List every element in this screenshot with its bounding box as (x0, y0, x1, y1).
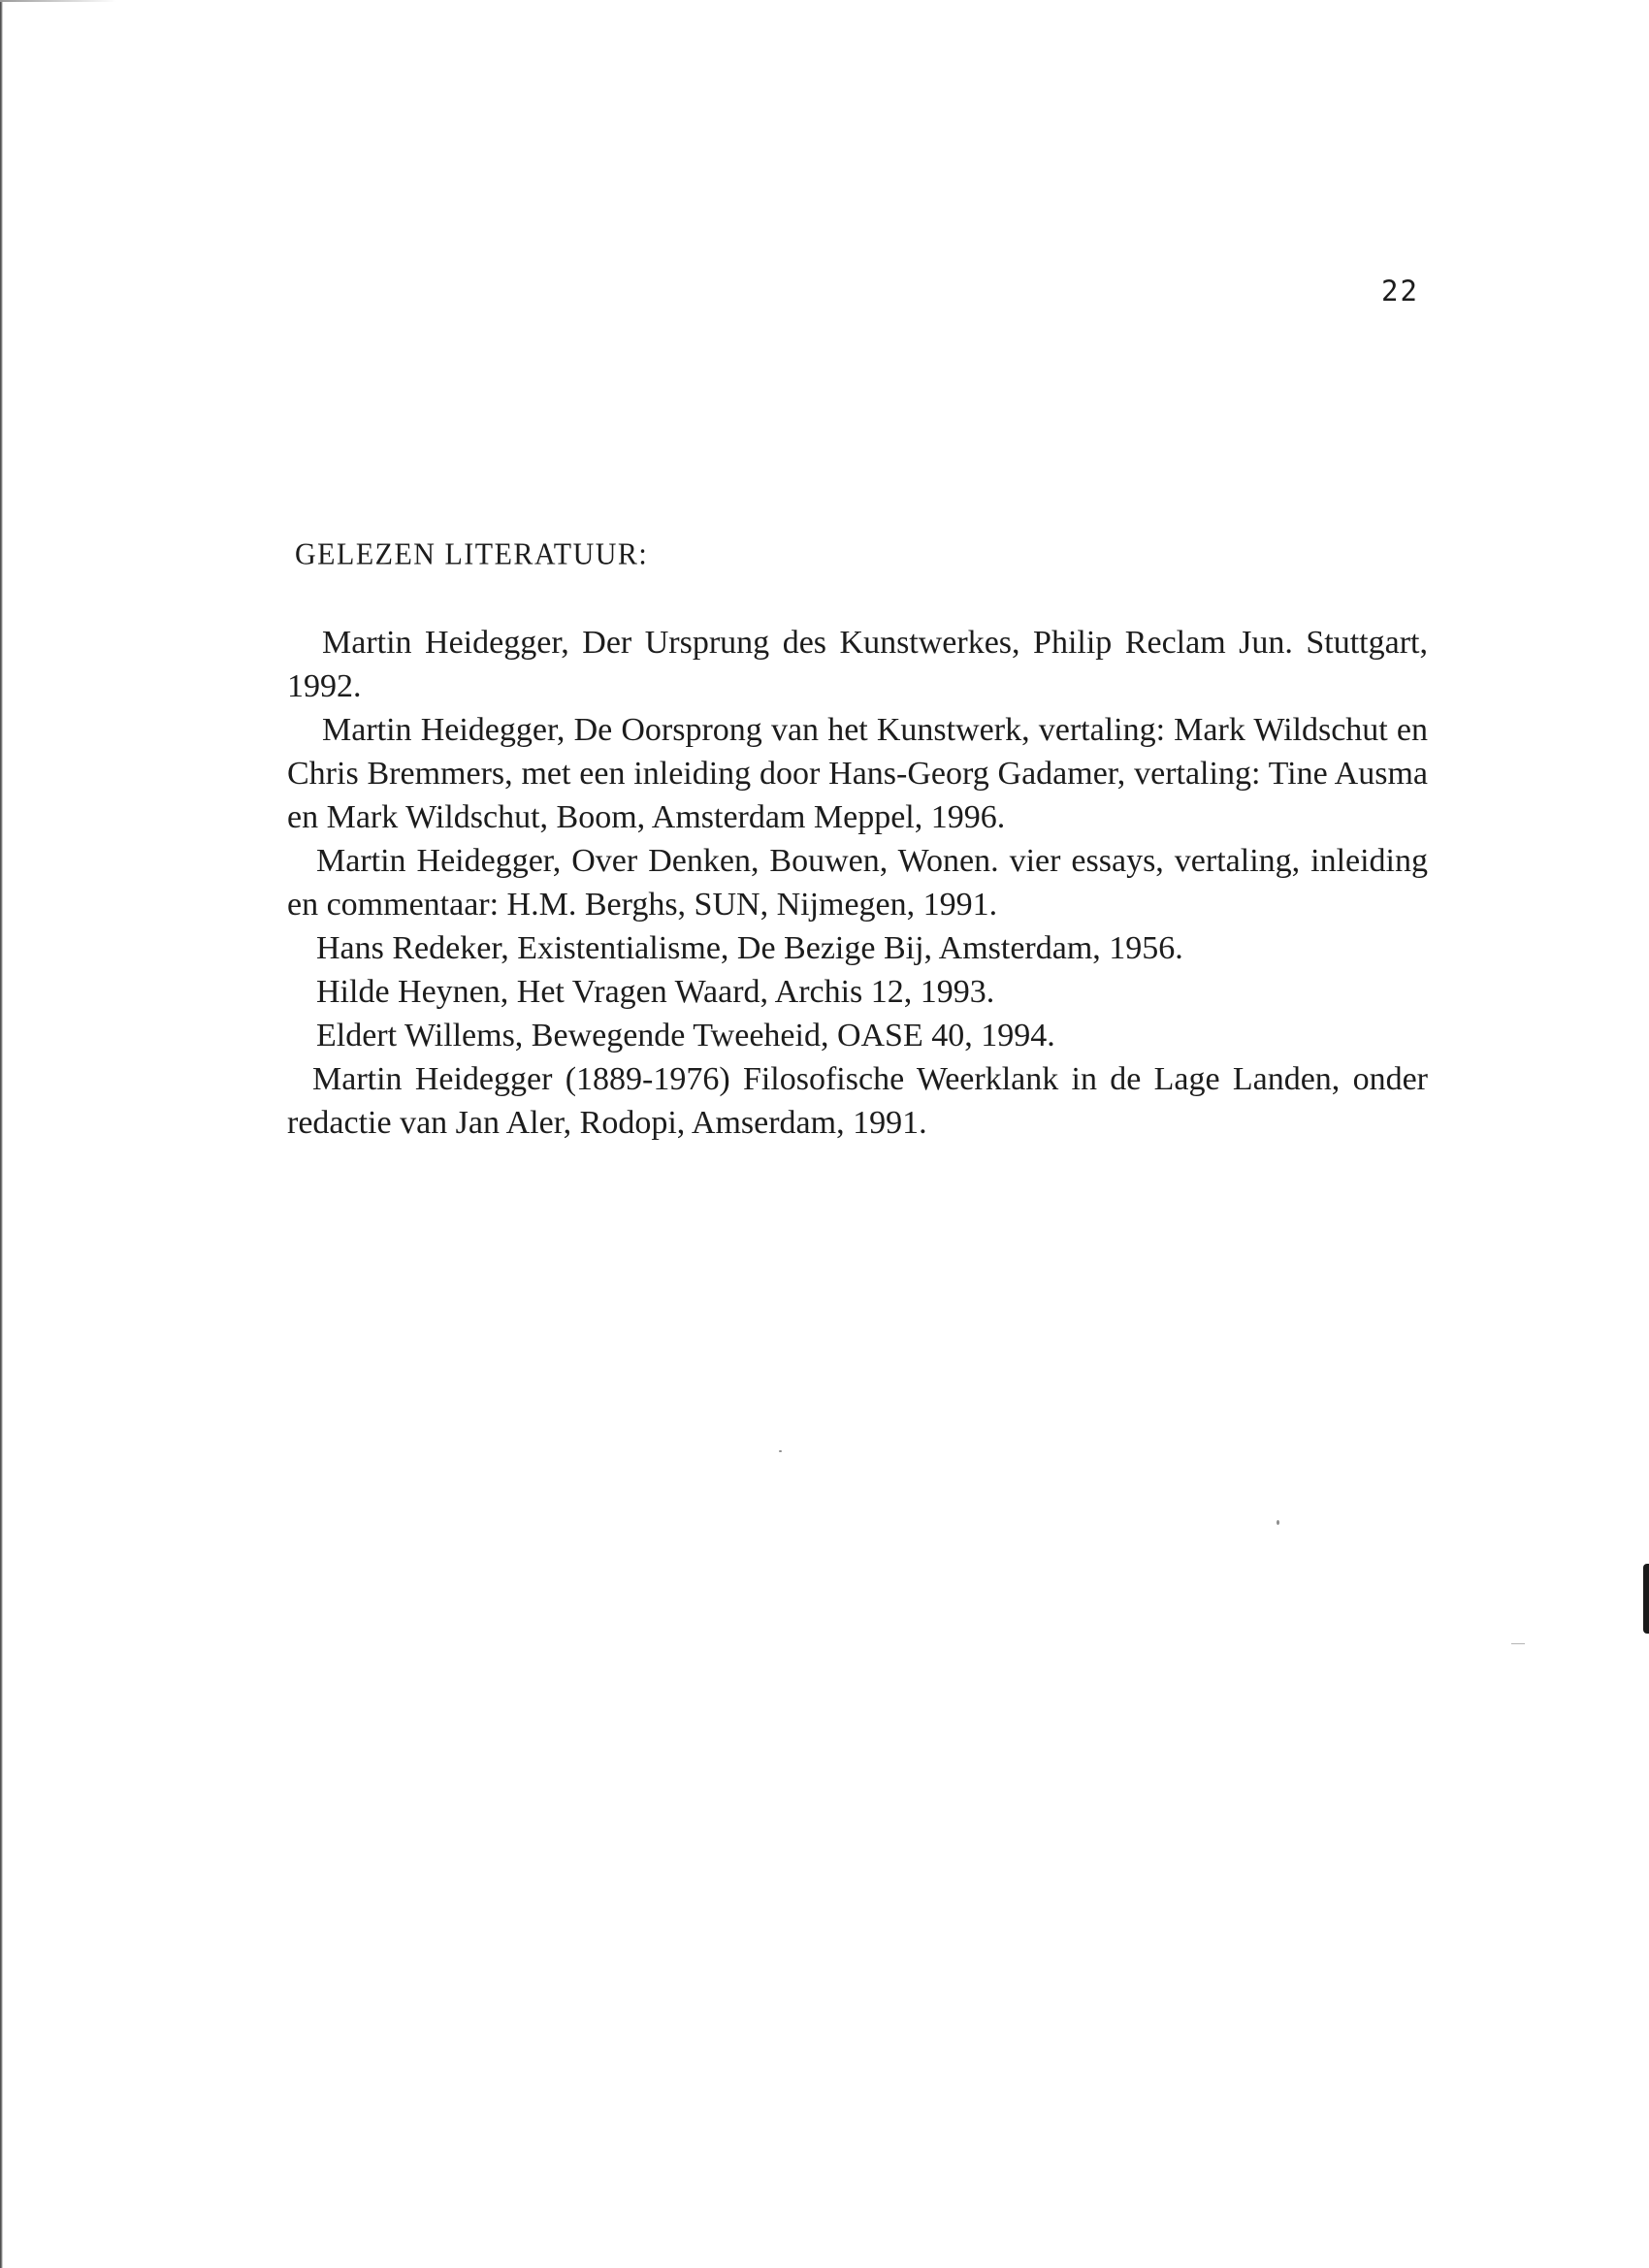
scan-left-edge (0, 0, 3, 2268)
reference-entry: Eldert Willems, Bewegende Tweeheid, OASE 40, 1994. (316, 1018, 1055, 1053)
page-number: 22 (1381, 275, 1419, 308)
reference-entry: Martin Heidegger, De Oorsprong van het Kunstwerk, vertaling: Mark Wildschut en Chris Bremmers, met een inleiding door Hans-Georg Gadamer, vertaling: Tine Ausma en Mark Wildschut, Boom, Amsterdam Meppel, 1996. (287, 712, 1428, 835)
reference-entry: Martin Heidegger, Over Denken, Bouwen, Wonen. vier essays, vertaling, inleiding en commentaar: H.M. Berghs, SUN, Nijmegen, 1991. (287, 843, 1428, 923)
scan-top-edge (0, 0, 116, 2)
scan-speck (1277, 1520, 1279, 1525)
reference-entry: Hans Redeker, Existentialisme, De Bezige Bij, Amsterdam, 1956. (316, 930, 1183, 966)
reference-entry: Hilde Heynen, Het Vragen Waard, Archis 12, 1993. (316, 974, 995, 1010)
binder-hole-mark (1643, 1564, 1649, 1634)
reference-entry: Martin Heidegger, Der Ursprung des Kunstwerkes, Philip Reclam Jun. Stuttgart, 1992. (287, 625, 1428, 704)
scan-speck (1511, 1643, 1525, 1644)
scan-speck (779, 1450, 782, 1452)
reference-list (287, 621, 1428, 1145)
reference-entry: Martin Heidegger (1889-1976) Filosofische Weerklank in de Lage Landen, onder redactie van Jan Aler, Rodopi, Amserdam, 1991. (287, 1061, 1428, 1141)
section-heading: GELEZEN LITERATUUR: (295, 537, 649, 571)
